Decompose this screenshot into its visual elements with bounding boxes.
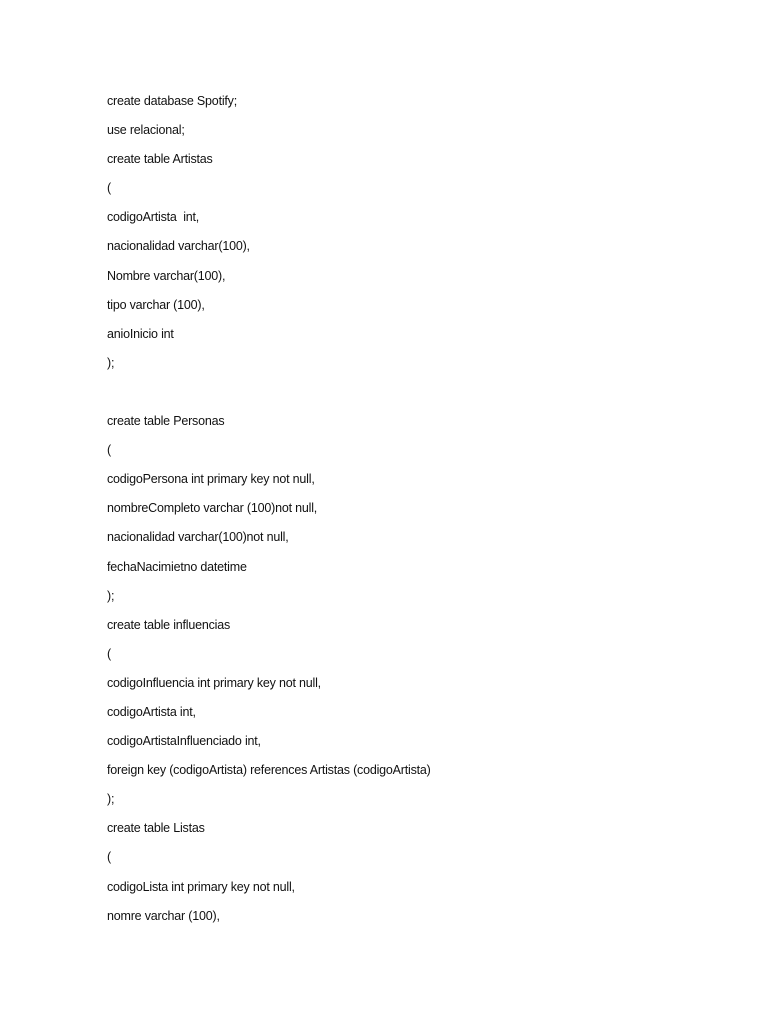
code-line: create table Artistas <box>107 152 213 167</box>
code-line: ); <box>107 792 115 807</box>
code-line: create table influencias <box>107 617 231 632</box>
code-line: codigoArtista int, <box>107 704 196 719</box>
code-line: nomre varchar (100), <box>107 908 220 923</box>
code-line: ); <box>107 588 115 603</box>
code-line: Nombre varchar(100), <box>107 268 226 283</box>
code-line: create database Spotify; <box>107 94 238 108</box>
code-line: nacionalidad varchar(100)not null, <box>107 530 289 545</box>
sql-code-block <box>107 88 431 932</box>
code-line: nacionalidad varchar(100), <box>107 239 250 254</box>
code-line: ( <box>107 181 111 196</box>
code-line: codigoInfluencia int primary key not null, <box>107 675 321 690</box>
code-line: codigoPersona int primary key not null, <box>107 472 315 487</box>
code-line: codigoArtistaInfluenciado int, <box>107 734 261 749</box>
code-line: anioInicio int <box>107 326 174 341</box>
code-line: ( <box>107 443 111 458</box>
code-line: codigoLista int primary key not null, <box>107 879 295 894</box>
code-line: foreign key (codigoArtista) references Artistas (codigoArtista) <box>107 763 431 778</box>
code-line: use relacional; <box>107 123 185 138</box>
code-line: create table Listas <box>107 821 205 836</box>
code-line: fechaNacimietno datetime <box>107 559 247 574</box>
code-line: tipo varchar (100), <box>107 297 205 312</box>
code-line: create table Personas <box>107 414 225 429</box>
code-line: ( <box>107 646 111 661</box>
code-line: ( <box>107 850 111 865</box>
code-line: codigoArtista int, <box>107 210 200 225</box>
code-line: nombreCompleto varchar (100)not null, <box>107 501 318 516</box>
blank-line <box>107 379 431 408</box>
code-line: ); <box>107 355 115 370</box>
